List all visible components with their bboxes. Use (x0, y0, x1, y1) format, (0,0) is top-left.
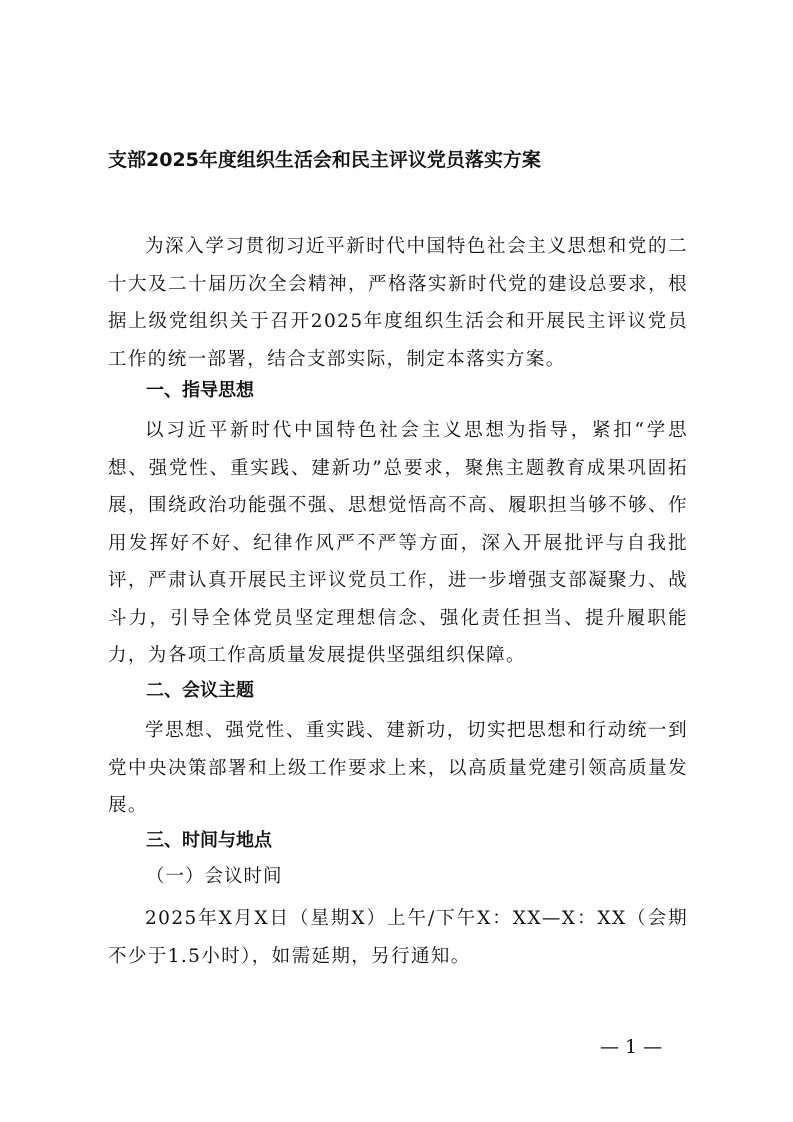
section-body-guiding-ideology: 以习近平新时代中国特色社会主义思想为指导，紧扣“学思想、强党性、重实践、建新功”总要求，聚焦主题教育成果巩固拓展，围绕政治功能强不强、思想觉悟高不高、履职担当够不够、作用发挥好不好、纪律作风严不严等方面，深入开展批评与自我批评，严肃认真开展民主评议党员工作，进一步增强支部凝聚力、战斗力，引导全体党员坚定理想信念、强化责任担当、提升履职能力，为各项工作高质量发展提供坚强组织保障。 (108, 420, 688, 666)
section-body-meeting-theme: 学思想、强党性、重实践、建新功，切实把思想和行动统一到党中央决策部署和上级工作要求上来，以高质量党建引领高质量发展。 (108, 720, 688, 816)
section-body-meeting-time: 2025年X月X日（星期X）上午/下午X：XX—X：XX（会期不少于1.5小时），如需延期，另行通知。 (108, 908, 688, 967)
subheading-meeting-time: （一）会议时间 (146, 866, 283, 887)
section-heading-guiding-ideology: 一、指导思想 (146, 380, 254, 401)
document-title: 支部2025年度组织生活会和民主评议党员落实方案 (108, 149, 541, 171)
intro-paragraph: 为深入学习贯彻习近平新时代中国特色社会主义思想和党的二十大及二十届历次全会精神，严格落实新时代党的建设总要求，根据上级党组织关于召开2025年度组织生活会和开展民主评议党员工作的统一部署，结合支部实际，制定本落实方案。 (108, 236, 688, 370)
section-heading-time-place: 三、时间与地点 (146, 830, 272, 851)
section-heading-meeting-theme: 二、会议主题 (146, 680, 254, 701)
page-number: — 1 — (600, 1036, 663, 1058)
